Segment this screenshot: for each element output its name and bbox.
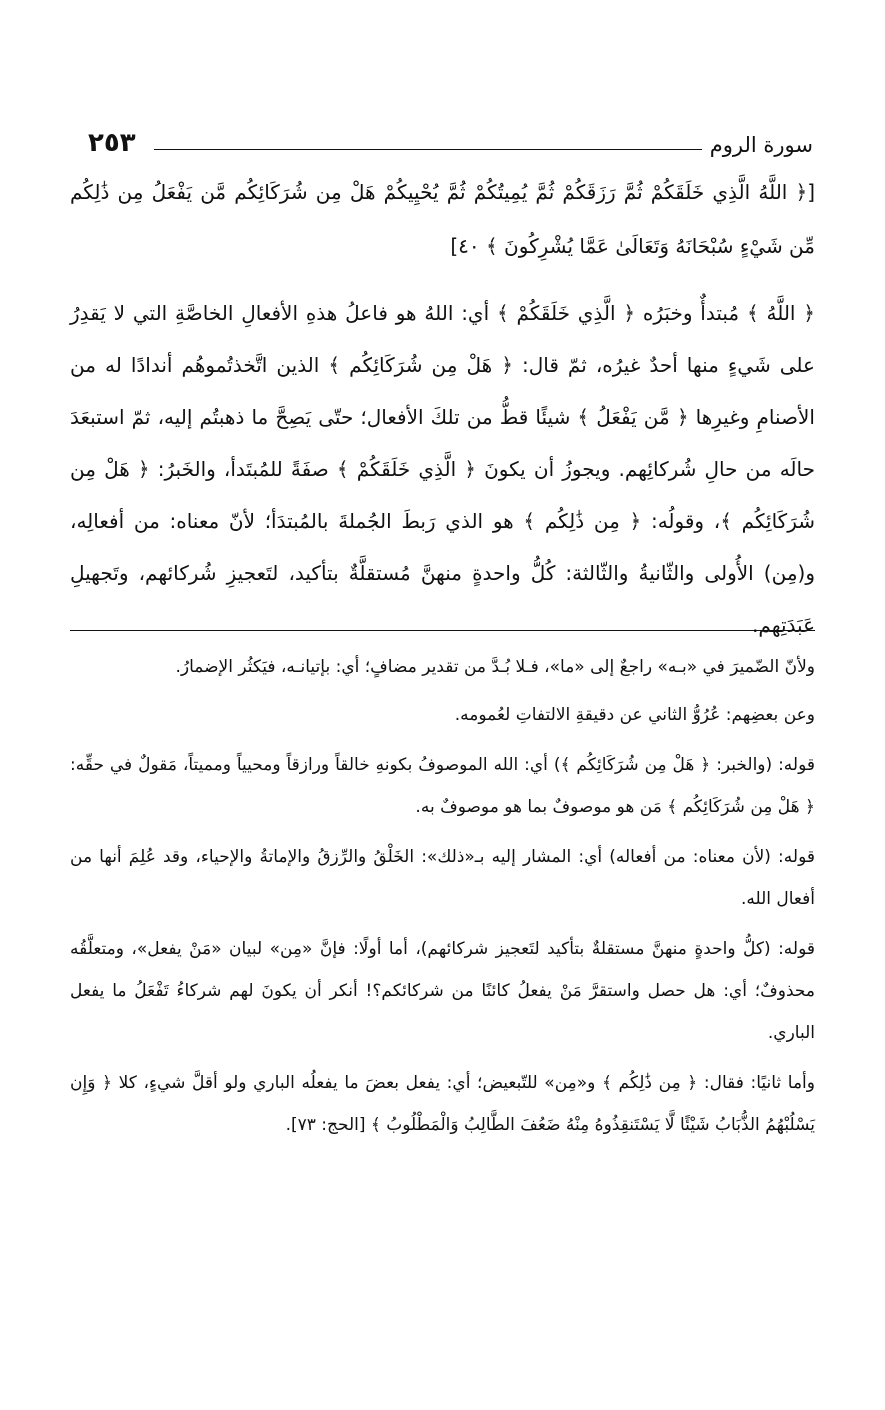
footnote: قوله: (كلُّ واحدةٍ منهنَّ مستقلةٌ بتأكيد لتَعجيز شركائهم)، أما أولًا: فإنَّ «مِن» لبيان «مَنْ يفعل»، ومتعلَّقُه محذوفٌ؛ أي: هل حصل واستقرَّ مَنْ يفعلُ كائنًا من شركائكم؟! أنكر أن يكونَ لهم شركاءُ تَفْعَلُ ما يفعل الباري. xyxy=(70,939,815,1043)
surah-name: سورة الروم xyxy=(709,133,813,157)
footnote: وعن بعضِهم: عُرُوُّ الثاني عن دقيقةِ الالتفاتِ لعُمومه. xyxy=(454,705,815,725)
footnotes xyxy=(70,646,815,1154)
footnote-divider xyxy=(70,630,815,631)
main-text xyxy=(70,165,815,651)
footnote: ولأنّ الضّميرَ في «بـه» راجعٌ إلى «ما»، فـلا بُـدَّ من تقدير مضافٍ؛ أي: بإتيانـه، فيَكثُر الإضمارُ. xyxy=(175,657,815,677)
footnote: وأما ثانيًا: فقال: ﴿ مِن ذَٰلِكُم ﴾ و«مِن» للتّبعيض؛ أي: يفعل بعضَ ما يفعلُه الباري ولو أقلَّ شيءٍ، كلا ﴿ وَإِن يَسْلُبْهُمُ الذُّبَابُ شَيْئًا لَّا يَسْتَنقِذُوهُ مِنْهُ ضَعُفَ الطَّالِبُ وَالْمَطْلُوبُ ﴾ [الحج: ٧٣]. xyxy=(70,1073,815,1135)
page-number: ٢٥٣ xyxy=(88,128,136,158)
footnote: قوله: (والخبر: ﴿ هَلْ مِن شُرَكَائِكُم ﴾) أي: الله الموصوفُ بكونهِ خالقاً ورازقاً ومحيياً ومميتاً، مَقولٌ في حقِّه: ﴿ هَلْ مِن شُرَكَائِكُم ﴾ مَن هو موصوفٌ بما هو موصوفٌ به. xyxy=(70,755,815,817)
commentary-paragraph: ﴿ اللَّهُ ﴾ مُبتدأٌ وخبَرُه ﴿ الَّذِي خَلَقَكُمْ ﴾ أي: اللهُ هو فاعلُ هذهِ الأفعالِ الخاصَّةِ التي لا يَقدِرُ على شَيءٍ منها أحدٌ غيرُه، ثمّ قال: ﴿ هَلْ مِن شُرَكَائِكُم ﴾ الذين اتَّخذتُموهُم أندادًا له من الأصنامِ وغيرِها ﴿ مَّن يَفْعَلُ ﴾ شيئًا قطُّ من تلكَ الأفعال؛ حتّى يَصِحَّ ما ذهبتُم إليه، ثمّ استبعَدَ حالَه من حالِ شُركائِهم. ويجوزُ أن يكونَ ﴿ الَّذِي خَلَقَكُمْ ﴾ صفَةً للمُبتَدأ، والخَبرُ: ﴿ هَلْ مِن شُرَكَائِكُم ﴾، وقولُه: ﴿ مِن ذَٰلِكُم ﴾ هو الذي رَبطَ الجُملةَ بالمُبتدَأ؛ لأنّ معناه: من أفعالِه، و(مِن) الأُولى والثّانيةُ والثّالثة: كُلُّ واحدةٍ منهنَّ مُستقلَّةٌ بتأكيد، لتَعجيزِ شُركائهم، وتَجهيلِ عَبَدَتِهم. xyxy=(70,301,815,637)
header-rule xyxy=(154,149,702,150)
quran-verse: [﴿ اللَّهُ الَّذِي خَلَقَكُمْ ثُمَّ رَزَقَكُمْ ثُمَّ يُمِيتُكُمْ ثُمَّ يُحْيِيكُمْ هَلْ مِن شُرَكَائِكُم مَّن يَفْعَلُ مِن ذَٰلِكُم مِّن شَيْءٍ سُبْحَانَهُ وَتَعَالَىٰ عَمَّا يُشْرِكُونَ ﴾ ٤٠] xyxy=(70,180,815,258)
footnote: قوله: (لأن معناه: من أفعاله) أي: المشار إليه بـ«ذلك»: الخَلْقُ والرِّزقُ والإماتةُ والإحياء، وقد عُلِمَ أنها من أفعال الله. xyxy=(70,847,815,909)
page-header xyxy=(88,112,813,156)
